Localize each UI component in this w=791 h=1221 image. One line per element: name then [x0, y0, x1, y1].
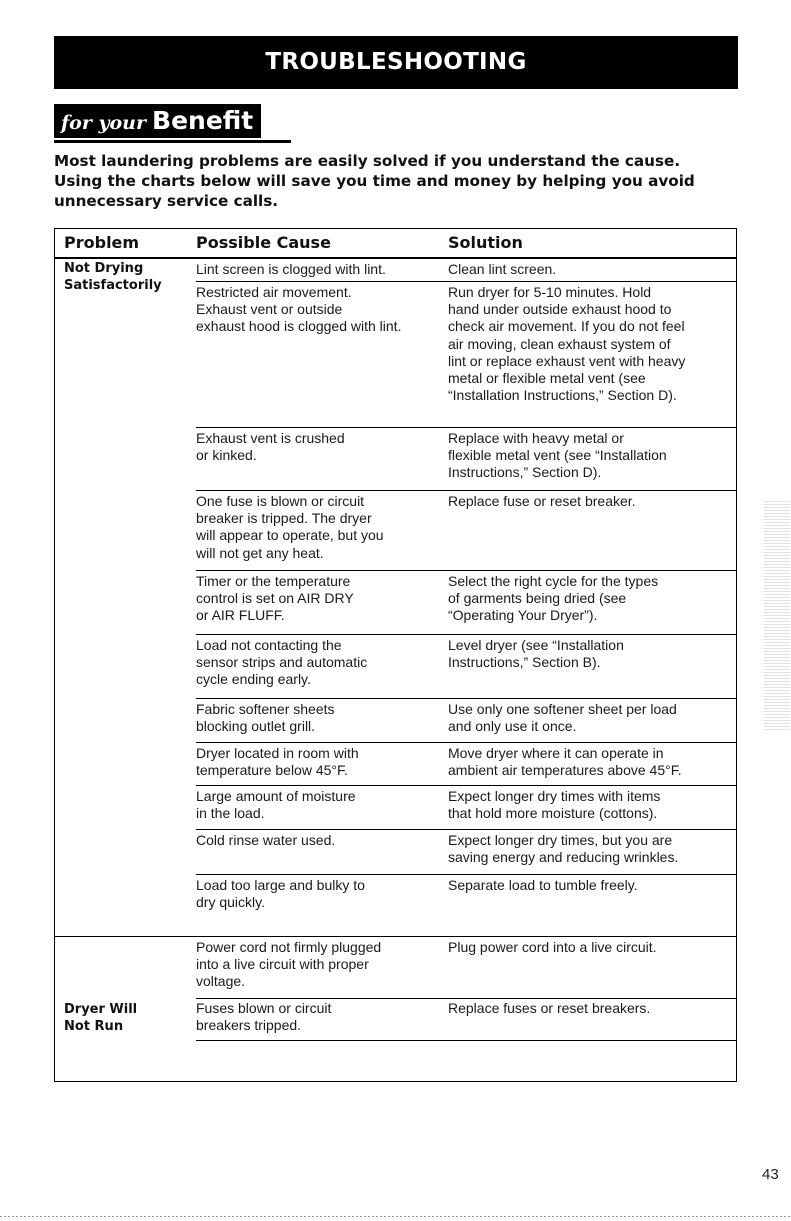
cause-cell [196, 788, 444, 822]
cause-line: cycle ending early. [196, 671, 311, 688]
problem-dryer-will-not-run [64, 1001, 189, 1035]
solution-line: ambient air temperatures above 45°F. [448, 762, 682, 779]
cause-line: Timer or the temperature [196, 573, 351, 589]
solution-line: Use only one softener sheet per load [448, 701, 677, 717]
solution-cell [448, 493, 740, 510]
cause-line: or AIR FLUFF. [196, 607, 285, 624]
solution-cell [448, 284, 740, 404]
row-separator [196, 427, 737, 428]
cause-line: Fuses blown or circuit [196, 1000, 332, 1016]
cause-cell [196, 261, 444, 278]
cause-line: breakers tripped. [196, 1017, 302, 1034]
cause-line: voltage. [196, 973, 246, 990]
solution-line: Replace fuse or reset breaker. [448, 493, 636, 509]
solution-line: hand under outside exhaust hood to [448, 301, 672, 318]
solution-line: flexible metal vent (see “Installation [448, 447, 667, 464]
problem-not-drying [64, 260, 189, 294]
row-separator [196, 998, 737, 999]
problem-line: Dryer Will [64, 1002, 138, 1017]
header-problem: Problem [64, 233, 140, 252]
solution-line: Instructions,” Section D). [448, 464, 602, 481]
solution-cell [448, 939, 740, 956]
solution-line: Instructions,” Section B). [448, 654, 601, 671]
cause-line: into a live circuit with proper [196, 956, 369, 973]
solution-line: metal or flexible metal vent (see [448, 370, 646, 387]
solution-line: “Installation Instructions,” Section D). [448, 387, 677, 404]
solution-cell [448, 261, 740, 278]
row-separator [196, 829, 737, 830]
page-bottom-rule [0, 1216, 791, 1217]
solution-cell [448, 637, 740, 671]
solution-line: saving energy and reducing wrinkles. [448, 849, 679, 866]
logo-for-your: for your [61, 112, 147, 134]
row-separator [196, 281, 737, 282]
solution-cell [448, 701, 740, 735]
solution-cell [448, 788, 740, 822]
cause-line: or kinked. [196, 447, 257, 464]
intro-line: Most laundering problems are easily solved if you understand the cause. [54, 152, 681, 170]
solution-line: Move dryer where it can operate in [448, 745, 664, 761]
solution-line: that hold more moisture (cottons). [448, 805, 658, 822]
cause-cell [196, 745, 444, 779]
cause-line: blocking outlet grill. [196, 718, 316, 735]
language-side-tab [764, 500, 790, 730]
solution-line: of garments being dried (see [448, 590, 627, 607]
solution-line: Replace fuses or reset breakers. [448, 1000, 651, 1016]
solution-line: Expect longer dry times with items [448, 788, 661, 804]
cause-cell [196, 493, 444, 562]
row-separator [196, 1040, 737, 1041]
row-separator [196, 698, 737, 699]
solution-line: check air movement. If you do not feel [448, 318, 685, 335]
cause-cell [196, 430, 444, 464]
page-number: 43 [762, 1166, 779, 1183]
solution-line: “Operating Your Dryer”). [448, 607, 598, 624]
banner-title: TROUBLESHOOTING [265, 49, 527, 75]
cause-line: Load too large and bulky to [196, 877, 365, 893]
cause-cell [196, 877, 444, 911]
solution-line: Select the right cycle for the types [448, 573, 659, 589]
solution-line: Replace with heavy metal or [448, 430, 624, 446]
cause-line: sensor strips and automatic [196, 654, 368, 671]
header-solution: Solution [448, 233, 523, 252]
cause-line: Dryer located in room with [196, 745, 359, 761]
cause-line: Large amount of moisture [196, 788, 356, 804]
solution-line: lint or replace exhaust vent with heavy [448, 352, 686, 369]
solution-line: and only use it once. [448, 718, 577, 735]
solution-line: air moving, clean exhaust system of [448, 335, 671, 352]
cause-line: Load not contacting the [196, 637, 342, 653]
row-separator [196, 490, 737, 491]
logo-benefit: Benefit [152, 106, 254, 135]
intro-paragraph [54, 151, 754, 211]
cause-line: Cold rinse water used. [196, 832, 336, 848]
cause-line: in the load. [196, 805, 265, 822]
cause-cell [196, 1000, 444, 1034]
cause-line: One fuse is blown or circuit [196, 493, 365, 509]
cause-line: will not get any heat. [196, 544, 324, 561]
solution-line: Run dryer for 5-10 minutes. Hold [448, 284, 652, 300]
row-separator [196, 874, 737, 875]
intro-line: unnecessary service calls. [54, 192, 279, 210]
cause-cell [196, 939, 444, 991]
cause-line: exhaust hood is clogged with lint. [196, 318, 402, 335]
page-banner [54, 36, 738, 89]
cause-cell [196, 573, 444, 625]
cause-line: Restricted air movement. [196, 284, 352, 300]
solution-line: Clean lint screen. [448, 261, 557, 277]
solution-cell [448, 877, 740, 894]
solution-cell [448, 745, 740, 779]
problem-line: Not Run [64, 1019, 124, 1034]
cause-line: Fabric softener sheets [196, 701, 335, 717]
row-separator [196, 634, 737, 635]
solution-line: Separate load to tumble freely. [448, 877, 638, 893]
cause-cell [196, 637, 444, 689]
solution-line: Level dryer (see “Installation [448, 637, 624, 653]
cause-line: breaker is tripped. The dryer [196, 510, 372, 527]
cause-line: Exhaust vent is crushed [196, 430, 345, 446]
cause-line: Exhaust vent or outside [196, 301, 343, 318]
cause-line: Power cord not firmly plugged [196, 939, 382, 955]
header-possible-cause: Possible Cause [196, 233, 331, 252]
solution-cell [448, 1000, 740, 1017]
solution-line: Plug power cord into a live circuit. [448, 939, 657, 955]
row-separator [54, 936, 737, 937]
cause-line: control is set on AIR DRY [196, 590, 354, 607]
row-separator [196, 742, 737, 743]
cause-cell [196, 284, 444, 336]
problem-line: Not Drying [64, 261, 144, 276]
row-separator [196, 785, 737, 786]
logo-underline [54, 140, 291, 143]
cause-cell [196, 701, 444, 735]
cause-line: will appear to operate, but you [196, 527, 384, 544]
cause-line: temperature below 45°F. [196, 762, 348, 779]
solution-line: Expect longer dry times, but you are [448, 832, 673, 848]
solution-cell [448, 832, 740, 866]
cause-cell [196, 832, 444, 849]
cause-line: Lint screen is clogged with lint. [196, 261, 386, 277]
row-separator [196, 570, 737, 571]
solution-cell [448, 573, 740, 625]
cause-line: dry quickly. [196, 894, 265, 911]
header-rule [54, 257, 737, 259]
solution-cell [448, 430, 740, 482]
problem-line: Satisfactorily [64, 278, 162, 293]
intro-line: Using the charts below will save you time and money by helping you avoid [54, 172, 695, 190]
for-your-benefit-logo [54, 104, 261, 138]
